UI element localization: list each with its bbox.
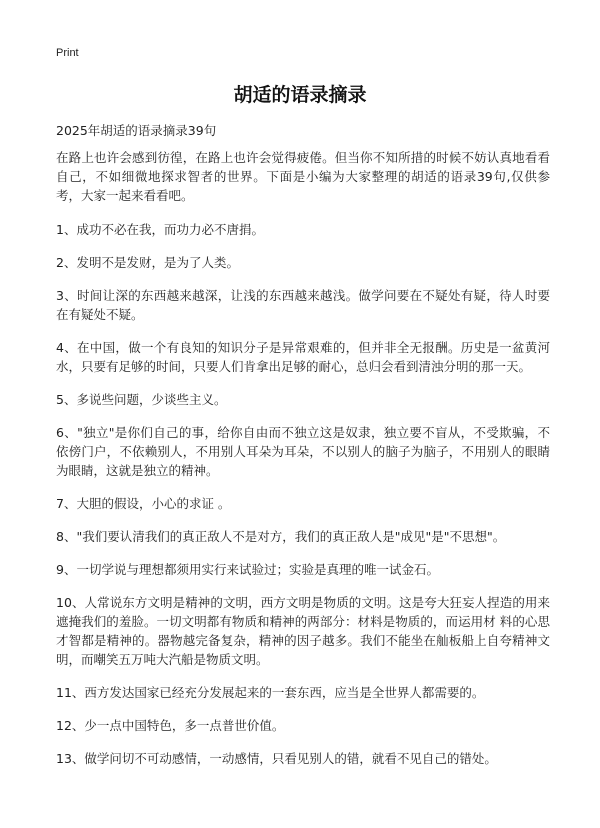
quote-paragraph: 13、做学问切不可动感情，一动感情，只看见别人的错，就看不见自己的错处。 [56,751,497,766]
quote-paragraph: 2、发明不是发财，是为了人类。 [56,255,239,270]
intro-paragraph: 在路上也许会感到彷徨，在路上也许会觉得疲倦。但当你不知所措的时候不妨认真地看看自己，不如细微地探求智者的世界。下面是小编为大家整理的胡适的语录39句,仅供参考，大家一起来看看吧。 [56,150,550,203]
quote-paragraph: 11、西方发达国家已经充分发展起来的一套东西，应当是全世界人都需要的。 [56,685,485,700]
document-subtitle: 2025年胡适的语录摘录39句 [56,123,217,138]
page-title: 胡适的语录摘录 [233,84,367,106]
quote-paragraph: 8、"我们要认清我们的真正敌人不是对方，我们的真正敌人是"成见"是"不思想"。 [56,529,506,544]
quote-paragraph: 3、时间让深的东西越来越深，让浅的东西越来越浅。做学问要在不疑处有疑，待人时要在有疑处不疑。 [56,288,550,322]
quote-paragraph: 1、成功不必在我，而功力必不唐捐。 [56,222,264,237]
quote-paragraph: 10、人常说东方文明是精神的文明，西方文明是物质的文明。这是夸大狂妄人捏造的用来遮掩我们的羞脸。一切文明都有物质和精神的两部分：材料是物质的，而运用材 料的心思才智都是精神的。器物越完备复杂，精神的因子越多。我们不能坐在舢板船上自夸精神文明，而嘲笑五万吨大汽船是物质文明。 [56,595,550,667]
quote-paragraph: 7、大胆的假设，小心的求证 。 [56,496,231,511]
quote-paragraph: 12、少一点中国特色，多一点普世价值。 [56,718,285,733]
print-link[interactable]: Print [56,47,79,59]
quote-paragraph: 6、"独立"是你们自己的事，给你自由而不独立这是奴隶，独立要不盲从，不受欺骗，不依傍门户，不依赖别人，不用别人耳朵为耳朵，不以别人的脑子为脑子，不用别人的眼睛为眼睛，这就是独立的精神。 [56,425,550,478]
document-body [56,148,550,782]
quote-paragraph: 5、多说些问题，少谈些主义。 [56,392,227,407]
quote-paragraph: 4、在中国，做一个有良知的知识分子是异常艰难的，但并非全无报酬。历史是一盆黄河水，只要有足够的时间，只要人们肯拿出足够的耐心，总归会看到清浊分明的那一天。 [56,340,550,374]
quote-paragraph: 9、一切学说与理想都须用实行来试验过；实验是真理的唯一试金石。 [56,562,439,577]
